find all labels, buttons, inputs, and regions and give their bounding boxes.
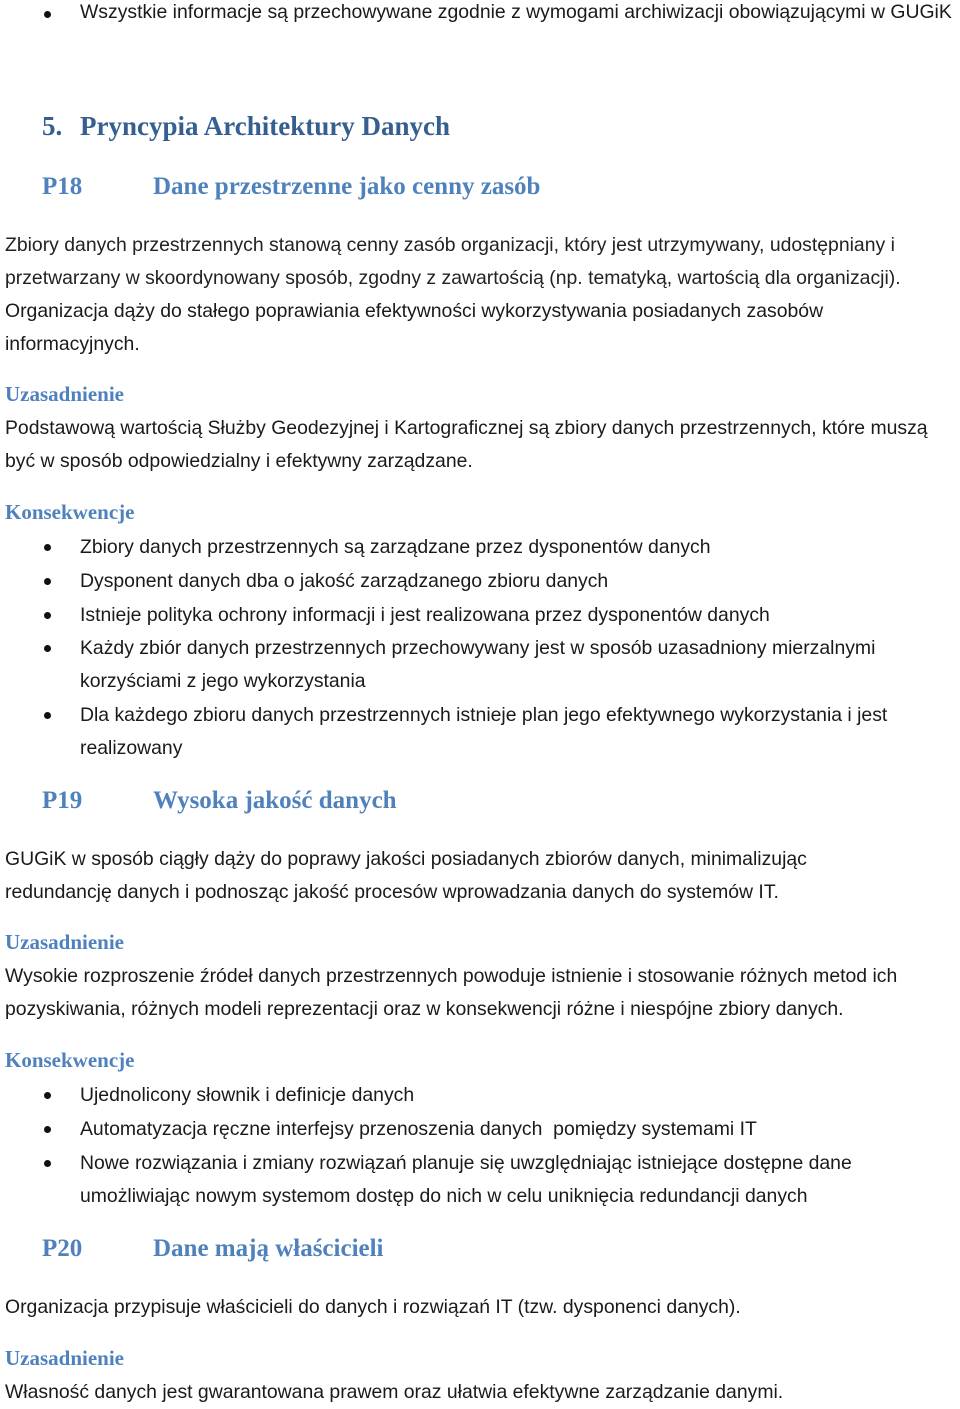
p18-rationale-heading: Uzasadnienie (5, 382, 125, 406)
bullet-dot (44, 544, 51, 551)
p18-body (5, 229, 940, 361)
p18-body-main: Zbiory danych przestrzennych stanową cenny zasób organizacji, który jest utrzymywany, udostępniany i przetwarzany w skoordynowany sposób, zgodny z zawartością (np. tematyką, wartością dla organizacji). (5, 234, 901, 289)
bullet-dot (44, 712, 51, 719)
bullet-dot (44, 1126, 51, 1133)
p20-rationale: Własność danych jest gwarantowana prawem oraz ułatwia efektywne zarządzanie danymi. (5, 1381, 784, 1403)
principle-title-p18: Dane przestrzenne jako cenny zasób (153, 173, 541, 200)
principle-title-p19: Wysoka jakość danych (153, 787, 397, 814)
p18-consequence-item: Dla każdego zbioru danych przestrzennych istnieje plan jego efektywnego wykorzystania i jest realizowany (80, 704, 888, 759)
p19-consequence-item: Automatyzacja ręczne interfejsy przenoszenia danych pomiędzy systemami IT (80, 1118, 757, 1140)
p20-rationale-heading: Uzasadnienie (5, 1346, 125, 1370)
p19-body: GUGiK w sposób ciągły dąży do poprawy jakości posiadanych zbiorów danych, minimalizując redundancję danych i podnosząc jakość procesów wprowadzania danych do systemów IT. (5, 848, 807, 903)
section-title: Pryncypia Architektury Danych (80, 111, 450, 141)
bullet-dot (44, 1092, 51, 1099)
p18-consequence-item: Zbiory danych przestrzennych są zarządzane przez dysponentów danych (80, 536, 711, 558)
p18-consequence-item: Dysponent danych dba o jakość zarządzanego zbioru danych (80, 570, 609, 592)
principle-id-p18: P18 (42, 173, 83, 200)
bullet-dot (44, 1160, 51, 1167)
p18-body-rest: Organizacja dąży do stałego poprawiania efektywności wykorzystywania posiadanych zasobów informacyjnych. (5, 300, 824, 355)
p18-consequence-item: Każdy zbiór danych przestrzennych przechowywany jest w sposób uzasadniony mierzalnymi korzyściami z jego wykorzystania (80, 637, 876, 692)
principle-id-p19: P19 (42, 787, 83, 814)
p18-consequences-heading: Konsekwencje (5, 500, 135, 524)
intro-bullet: Wszystkie informacje są przechowywane zgodnie z wymogami archiwizacji obowiązującymi w GUGiK (80, 1, 952, 23)
bullet-dot (44, 578, 51, 585)
p19-consequence-item: Nowe rozwiązania i zmiany rozwiązań planuje się uwzględniając istniejące dostępne dane umożliwiając nowym systemom dostęp do nich w celu uniknięcia redundancji danych (80, 1152, 852, 1207)
principle-id-p20: P20 (42, 1235, 83, 1262)
p20-body: Organizacja przypisuje właścicieli do danych i rozwiązań IT (tzw. dysponenci danych). (5, 1296, 741, 1318)
p18-rationale: Podstawową wartością Służby Geodezyjnej i Kartograficznej są zbiory danych przestrzennych, które muszą być w sposób odpowiedzialny i efektywny zarządzane. (5, 417, 928, 472)
section-number: 5. (42, 111, 63, 141)
p18-consequence-item: Istnieje polityka ochrony informacji i jest realizowana przez dysponentów danych (80, 604, 770, 626)
p19-rationale-heading: Uzasadnienie (5, 930, 125, 954)
bullet-dot (44, 645, 51, 652)
bullet-dot (44, 612, 51, 619)
bullet-dot (44, 11, 51, 18)
p19-consequence-item: Ujednolicony słownik i definicje danych (80, 1084, 415, 1106)
p19-consequences-heading: Konsekwencje (5, 1048, 135, 1072)
p19-rationale: Wysokie rozproszenie źródeł danych przestrzennych powoduje istnienie i stosowanie różnych metod ich pozyskiwania, różnych modeli reprezentacji oraz w konsekwencji różne i niespójne zbiory danych. (5, 965, 898, 1020)
section-heading (42, 111, 450, 142)
principle-title-p20: Dane mają właścicieli (153, 1235, 384, 1262)
